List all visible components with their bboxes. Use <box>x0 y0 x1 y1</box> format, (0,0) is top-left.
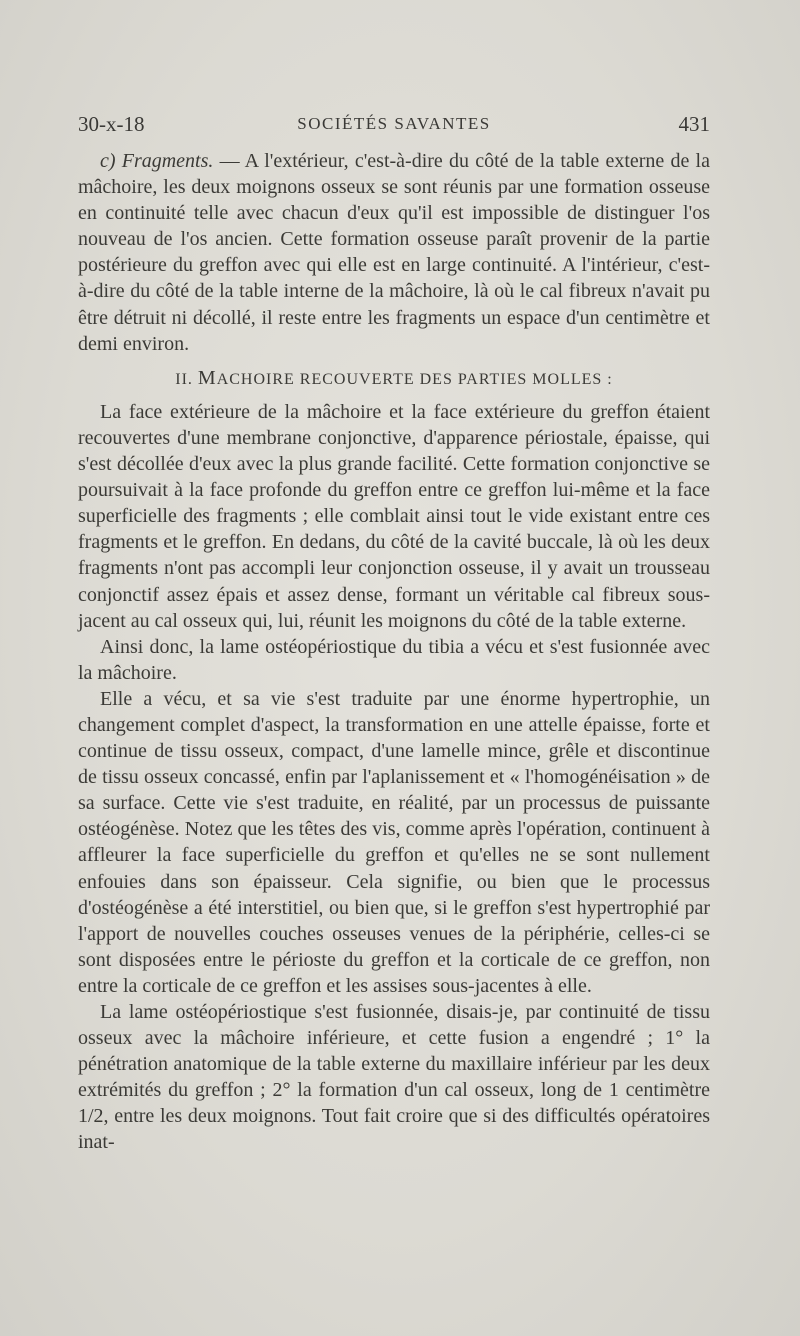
paragraph-label: c) Fragments. <box>100 150 214 172</box>
paragraph: La lame ostéopériostique s'est fusionnée, disais-je, par continuité de tissu osseux avec la mâchoire inférieure, et cette fusion a engendré ; 1° la pénétration anatomique de la table externe du maxillaire inférieur par les deux extrémités du greffon ; 2° la formation d'un cal osseux, long de 1 centimètre 1/2, entre les deux moignons. Tout fait croire que si des difficultés opératoires inat- <box>78 1001 710 1154</box>
paragraph: La face extérieure de la mâchoire et la face extérieure du greffon étaient recouvertes d'une membrane conjonctive, d'apparence périostale, épaisse, qui s'est décollée d'eux avec la plus grande facilité. Cette formation conjonctive se poursuivait à la face profonde du greffon entre ce greffon lui-même et la face superficielle des fragments ; elle comblait ainsi tout le vide existant entre ces fragments et le greffon. En dedans, du côté de la cavité buccale, là où les deux fragments n'ont pas accompli leur conjonction osseuse, il y avait un trousseau conjonctif assez épais et assez dense, formant un véritable cal fibreux sous-jacent au cal osseux qui, lui, réunit les moignons du côté de la table externe. <box>78 400 710 632</box>
header-date: 30-x-18 <box>78 112 145 136</box>
body-text <box>78 148 710 1156</box>
paragraph: Elle a vécu, et sa vie s'est traduite par une énorme hypertrophie, un changement complet d'aspect, la transformation en une attelle épaisse, forte et continue de tissu osseux, compact, d'une lamelle mince, grêle et discontinue de tissu osseux concassé, enfin par l'aplanissement et « l'homogénéisation » de sa surface. Cette vie s'est traduite, en réalité, par un processus de puissante ostéogénèse. Notez que les têtes des vis, comme après l'opération, continuent à affleurer la face superficielle du greffon et qu'elles ne se sont nullement enfouies dans son épaisseur. Cela signifie, ou bien que le processus d'ostéogénèse a été interstitiel, ou bien que, si le greffon s'est hypertrophié par l'apport de nouvelles couches osseuses venues de la périphérie, celles-ci se sont disposées entre le périoste du greffon et la corticale de ce greffon, non entre la corticale de ce greffon et les assises sous-jacentes à elle. <box>78 687 710 997</box>
page-number: 431 <box>678 112 710 136</box>
paragraph-text: — A l'extérieur, c'est-à-dire du côté de la table externe de la mâchoire, les deux moignons osseux se sont réunis par une formation osseuse en continuité telle avec chacun d'eux qu'il est impossible de distinguer l'os nouveau de l'os ancien. Cette formation osseuse paraît provenir de la partie postérieure du greffon avec qui elle est en large continuité. A l'intérieur, c'est-à-dire du côté de la table interne de la mâchoire, là où le cal fibreux n'avait pu être détruit ni décollé, il reste entre les fragments un espace d'un centimètre et demi environ. <box>78 150 710 355</box>
paragraph: Ainsi donc, la lame ostéopériostique du tibia a vécu et s'est fusionnée avec la mâchoire. <box>78 635 710 684</box>
paragraph-fragments <box>78 148 710 357</box>
section-number: II. <box>175 370 193 388</box>
section-initial: M <box>197 366 217 389</box>
section-heading: ACHOIRE RECOUVERTE DES PARTIES MOLLES : <box>216 370 613 388</box>
running-header <box>78 112 710 142</box>
header-title: SOCIÉTÉS SAVANTES <box>297 114 491 133</box>
section-title <box>78 365 710 393</box>
